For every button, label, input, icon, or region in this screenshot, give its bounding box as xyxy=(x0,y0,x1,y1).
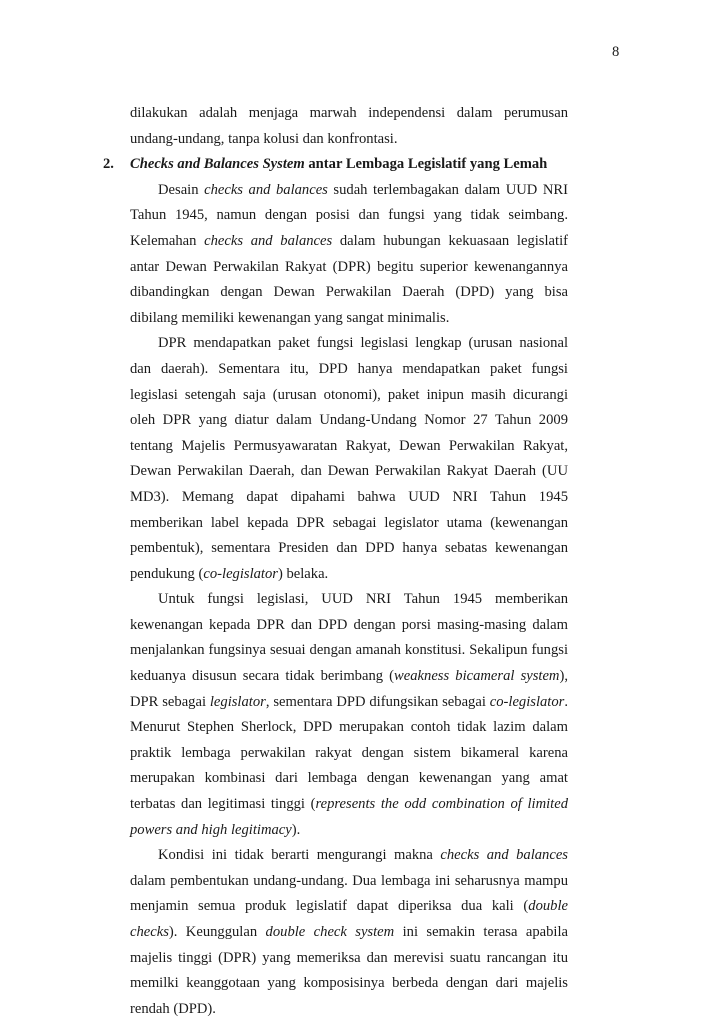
italic-term: checks and balances xyxy=(204,232,333,249)
italic-term: legislator xyxy=(209,693,266,710)
italic-term: co-legislator xyxy=(489,693,565,710)
text-segment: ). xyxy=(291,821,301,838)
text-segment: ), DPR sebagai xyxy=(130,668,568,710)
italic-term: double checks xyxy=(130,898,568,940)
italic-term: represents the odd combination of limited powers and high legitimacy xyxy=(130,796,568,838)
text-segment: Untuk fungsi legislasi, UUD NRI Tahun 1945 memberikan kewenangan kepada DPR dan DPD dengan porsi masing-masing dalam menjalankan fungsinya sesuai dengan amanah konstitusi. Sekalipun fungsi keduanya disusun secara tidak berimbang ( xyxy=(130,591,568,685)
continuation-paragraph: dilakukan adalah menjaga marwah independensi dalam perumusan undang-undang, tanpa kolusi dan konfrontasi. xyxy=(130,105,568,147)
text-segment: ini semakin terasa apabila majelis tinggi (DPR) yang memeriksa dan merevisi suatu rancangan itu memilki keanggotaan yang komposisinya berbeda dengan dari majelis rendah (DPD). xyxy=(130,924,568,1017)
italic-term: weakness bicameral system xyxy=(394,668,560,685)
italic-term: checks and balances xyxy=(204,181,328,198)
italic-term: double check system xyxy=(265,924,395,940)
section-title-rest: antar Lembaga Legislatif yang Lemah xyxy=(304,156,548,173)
text-segment: ) belaka. xyxy=(277,565,329,582)
text-segment: ). Keunggulan xyxy=(168,924,266,940)
italic-term: checks and balances xyxy=(440,847,568,864)
italic-term: co-legislator xyxy=(203,565,278,582)
page-body xyxy=(103,101,569,1022)
text-segment: . Menurut Stephen Sherlock, DPD merupakan contoh tidak lazim dalam praktik lembaga perwakilan rakyat dengan sistem bikameral karena merupakan kombinasi dari lembaga dengan kewenangan yang amat terbatas dan legitimasi tinggi ( xyxy=(130,693,568,813)
text-segment: Kondisi ini tidak berarti mengurangi makna xyxy=(158,847,441,864)
paragraph-4 xyxy=(130,843,568,1022)
paragraph-2 xyxy=(130,331,568,587)
text-segment: dalam pembentukan undang-undang. Dua lembaga ini seharusnya mampu menjamin semua produk legislatif dapat diperiksa dua kali ( xyxy=(130,872,568,915)
page-number: 8 xyxy=(612,44,620,60)
text-segment: Desain xyxy=(158,181,205,198)
paragraph-1 xyxy=(130,178,568,332)
section-title-italic: Checks and Balances System xyxy=(130,156,305,173)
section-heading xyxy=(103,152,568,178)
text-segment: , sementara DPD difungsikan sebagai xyxy=(265,693,490,710)
text-segment: DPR mendapatkan paket fungsi legislasi lengkap (urusan nasional dan daerah). Sementara itu, DPD hanya mendapatkan paket fungsi legislasi setengah saja (urusan otonomi), paket inipun masih dicurangi oleh DPR yang diatur dalam Undang-Undang Nomor 27 Tahun 2009 tentang Majelis Permusyawaratan Rakyat, Dewan Perwakilan Rakyat, Dewan Perwakilan Daerah, dan Dewan Perwakilan Rakyat Daerah (UU MD3). Memang dapat dipahami bahwa UUD NRI Tahun 1945 memberikan label kepada DPR sebagai legislator utama (kewenangan pembentuk), sementara Presiden dan DPD hanya sebatas kewenangan pendukung ( xyxy=(130,335,568,582)
section-number: 2. xyxy=(103,156,114,173)
paragraph-3 xyxy=(130,587,568,843)
text-segment: sudah terlembagakan dalam UUD NRI Tahun 1945, namun dengan posisi dan fungsi yang tidak seimbang. Kelemahan xyxy=(130,181,569,249)
text-segment: dalam hubungan kekuasaan legislatif antar Dewan Perwakilan Rakyat (DPR) begitu superior kewenangannya dibandingkan dengan Dewan Perwakilan Daerah (DPD) yang bisa dibilang memiliki kewenangan yang sangat minimalis. xyxy=(130,232,568,326)
